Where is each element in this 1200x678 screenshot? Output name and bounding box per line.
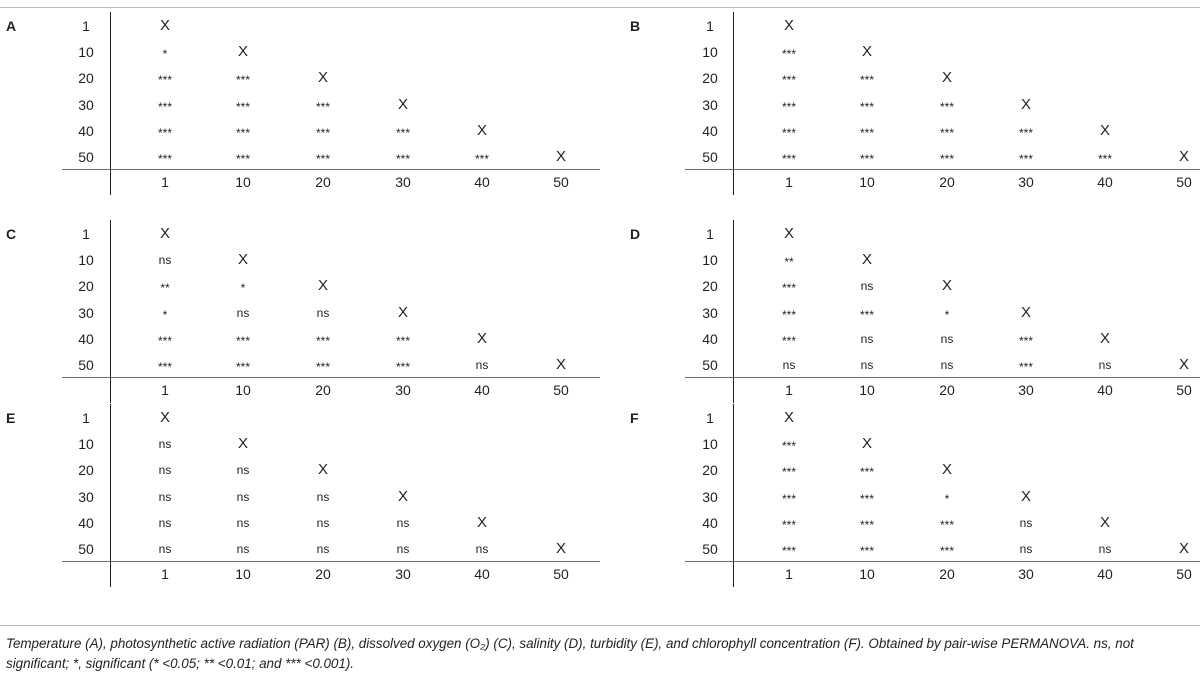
significance-cell: ns xyxy=(940,358,954,372)
significance-cell: *** xyxy=(859,152,875,166)
significance-cell: ns xyxy=(860,358,874,372)
significance-cell: *** xyxy=(157,360,173,374)
panel-letter: A xyxy=(6,18,17,34)
significance-cell: * xyxy=(162,307,168,322)
matrix-horizontal-axis xyxy=(685,377,1200,378)
diagonal-cell: X xyxy=(397,487,409,505)
column-label: 10 xyxy=(859,382,875,398)
column-label: 20 xyxy=(315,382,331,398)
significance-cell: ns xyxy=(860,279,874,294)
row-label: 10 xyxy=(702,252,718,269)
row-label: 30 xyxy=(702,488,718,505)
column-label: 10 xyxy=(235,566,251,582)
significance-cell: *** xyxy=(859,544,875,558)
diagonal-cell: X xyxy=(861,43,873,61)
significance-cell: *** xyxy=(781,281,797,296)
column-label: 50 xyxy=(553,566,569,582)
significance-cell: *** xyxy=(315,99,331,114)
significance-cell: *** xyxy=(939,125,955,140)
column-label: 50 xyxy=(1176,382,1192,398)
matrix-vertical-axis xyxy=(733,12,734,195)
matrix-vertical-axis xyxy=(733,220,734,403)
significance-cell: *** xyxy=(157,73,173,88)
matrix-vertical-axis xyxy=(110,220,111,403)
significance-cell: *** xyxy=(859,465,875,480)
column-label: 50 xyxy=(1176,566,1192,582)
significance-cell: ns xyxy=(158,437,172,452)
row-label: 50 xyxy=(702,149,718,165)
significance-cell: *** xyxy=(315,152,331,166)
matrix-horizontal-axis xyxy=(62,169,600,170)
significance-cell: *** xyxy=(939,544,955,558)
significance-cell: *** xyxy=(395,360,411,374)
significance-cell: *** xyxy=(235,152,251,166)
significance-cell: *** xyxy=(395,125,411,140)
column-label: 40 xyxy=(1097,174,1113,190)
column-label: 40 xyxy=(1097,382,1113,398)
significance-cell: *** xyxy=(474,152,490,166)
diagonal-cell: X xyxy=(1178,148,1190,165)
diagonal-cell: X xyxy=(783,409,795,426)
row-label: 20 xyxy=(702,70,718,87)
row-label: 50 xyxy=(78,357,94,373)
row-label: 20 xyxy=(78,462,94,479)
significance-cell: ns xyxy=(475,358,489,372)
significance-cell: *** xyxy=(939,152,955,166)
significance-cell: *** xyxy=(781,333,797,348)
column-label: 10 xyxy=(859,566,875,582)
significance-cell: *** xyxy=(1018,125,1034,140)
diagonal-cell: X xyxy=(555,356,567,373)
row-label: 1 xyxy=(706,410,714,426)
significance-cell: *** xyxy=(235,360,251,374)
significance-cell: *** xyxy=(157,333,173,348)
row-label: 40 xyxy=(702,514,718,531)
diagonal-cell: X xyxy=(237,251,249,269)
significance-cell: ns xyxy=(236,515,250,530)
row-label: 40 xyxy=(702,122,718,139)
significance-cell: *** xyxy=(315,360,331,374)
diagonal-cell: X xyxy=(555,540,567,557)
significance-cell: ns xyxy=(1019,515,1033,530)
significance-cell: ns xyxy=(158,515,172,530)
significance-cell: *** xyxy=(939,517,955,532)
column-label: 1 xyxy=(161,382,169,398)
column-label: 50 xyxy=(553,174,569,190)
column-label: 1 xyxy=(785,174,793,190)
diagonal-cell: X xyxy=(1178,540,1190,557)
significance-cell: *** xyxy=(395,152,411,166)
diagonal-cell: X xyxy=(1099,121,1111,139)
significance-cell: ns xyxy=(782,358,796,372)
significance-cell: ns xyxy=(940,331,954,346)
row-label: 30 xyxy=(702,96,718,113)
row-label: 20 xyxy=(78,70,94,87)
row-label: 1 xyxy=(706,18,714,34)
diagonal-cell: X xyxy=(476,513,488,531)
significance-cell: ns xyxy=(158,489,172,504)
diagonal-cell: X xyxy=(1099,513,1111,531)
significance-cell: *** xyxy=(235,333,251,348)
panel-letter: F xyxy=(630,410,639,426)
row-label: 1 xyxy=(82,226,90,242)
column-label: 30 xyxy=(1018,566,1034,582)
diagonal-cell: X xyxy=(1020,95,1032,113)
diagonal-cell: X xyxy=(397,303,409,321)
column-label: 40 xyxy=(474,566,490,582)
column-label: 10 xyxy=(235,382,251,398)
row-label: 30 xyxy=(702,304,718,321)
diagonal-cell: X xyxy=(941,277,953,295)
diagonal-cell: X xyxy=(159,225,171,242)
diagonal-cell: X xyxy=(476,121,488,139)
significance-cell: ns xyxy=(236,463,250,478)
row-label: 10 xyxy=(78,44,94,61)
row-label: 10 xyxy=(702,44,718,61)
significance-cell: *** xyxy=(1018,360,1034,374)
diagonal-cell: X xyxy=(1099,329,1111,347)
top-rule xyxy=(0,7,1200,8)
significance-cell: ** xyxy=(160,281,170,296)
diagonal-cell: X xyxy=(861,435,873,453)
significance-cell: *** xyxy=(859,491,875,506)
significance-cell: * xyxy=(944,307,950,322)
significance-cell: *** xyxy=(939,99,955,114)
bottom-rule xyxy=(0,625,1200,626)
column-label: 40 xyxy=(1097,566,1113,582)
significance-cell: *** xyxy=(859,517,875,532)
row-label: 30 xyxy=(78,488,94,505)
panel-letter: D xyxy=(630,226,641,242)
column-label: 1 xyxy=(785,566,793,582)
row-label: 1 xyxy=(706,226,714,242)
matrix-vertical-axis xyxy=(110,12,111,195)
diagonal-cell: X xyxy=(861,251,873,269)
diagonal-cell: X xyxy=(941,461,953,479)
significance-cell: ** xyxy=(784,255,794,270)
significance-cell: * xyxy=(240,281,246,296)
significance-cell: *** xyxy=(315,125,331,140)
significance-cell: ns xyxy=(158,253,172,268)
significance-cell: ns xyxy=(316,515,330,530)
significance-cell: *** xyxy=(235,73,251,88)
diagonal-cell: X xyxy=(237,43,249,61)
row-label: 30 xyxy=(78,304,94,321)
significance-cell: ns xyxy=(860,331,874,346)
significance-cell: ns xyxy=(236,489,250,504)
diagonal-cell: X xyxy=(783,225,795,242)
column-label: 1 xyxy=(785,382,793,398)
significance-cell: ns xyxy=(1019,542,1033,556)
column-label: 50 xyxy=(1176,174,1192,190)
panel-letter: B xyxy=(630,18,641,34)
matrix-vertical-axis xyxy=(110,404,111,587)
significance-cell: *** xyxy=(781,73,797,88)
significance-cell: *** xyxy=(1018,152,1034,166)
row-label: 40 xyxy=(702,330,718,347)
column-label: 50 xyxy=(553,382,569,398)
significance-cell: *** xyxy=(781,125,797,140)
matrix-vertical-axis xyxy=(733,404,734,587)
significance-cell: *** xyxy=(781,307,797,322)
column-label: 1 xyxy=(161,174,169,190)
column-label: 20 xyxy=(315,566,331,582)
matrix-horizontal-axis xyxy=(685,561,1200,562)
significance-cell: *** xyxy=(1097,152,1113,166)
column-label: 10 xyxy=(235,174,251,190)
significance-cell: *** xyxy=(781,152,797,166)
diagonal-cell: X xyxy=(397,95,409,113)
significance-cell: *** xyxy=(235,99,251,114)
column-label: 40 xyxy=(474,174,490,190)
significance-cell: ns xyxy=(396,542,410,556)
row-label: 50 xyxy=(702,357,718,373)
matrix-horizontal-axis xyxy=(685,169,1200,170)
row-label: 50 xyxy=(702,541,718,557)
significance-cell: * xyxy=(944,491,950,506)
significance-cell: *** xyxy=(859,307,875,322)
significance-cell: ns xyxy=(1098,542,1112,556)
row-label: 40 xyxy=(78,514,94,531)
matrix-horizontal-axis xyxy=(62,561,600,562)
column-label: 20 xyxy=(939,174,955,190)
diagonal-cell: X xyxy=(1178,356,1190,373)
column-label: 10 xyxy=(859,174,875,190)
row-label: 10 xyxy=(78,252,94,269)
column-label: 20 xyxy=(939,566,955,582)
significance-cell: *** xyxy=(781,465,797,480)
significance-cell: *** xyxy=(157,152,173,166)
panel-letter: C xyxy=(6,226,17,242)
diagonal-cell: X xyxy=(159,409,171,426)
significance-cell: ns xyxy=(316,542,330,556)
row-label: 20 xyxy=(702,278,718,295)
column-label: 30 xyxy=(395,382,411,398)
diagonal-cell: X xyxy=(476,329,488,347)
significance-cell: *** xyxy=(395,333,411,348)
significance-cell: *** xyxy=(157,125,173,140)
significance-cell: * xyxy=(162,47,168,62)
diagonal-cell: X xyxy=(555,148,567,165)
diagonal-cell: X xyxy=(237,435,249,453)
row-label: 20 xyxy=(702,462,718,479)
significance-cell: *** xyxy=(781,47,797,62)
significance-cell: ns xyxy=(316,305,330,320)
significance-cell: *** xyxy=(859,125,875,140)
row-label: 20 xyxy=(78,278,94,295)
significance-cell: ns xyxy=(236,305,250,320)
column-label: 30 xyxy=(395,566,411,582)
matrix-horizontal-axis xyxy=(62,377,600,378)
significance-cell: ns xyxy=(158,542,172,556)
significance-cell: ns xyxy=(316,489,330,504)
significance-cell: *** xyxy=(157,99,173,114)
row-label: 30 xyxy=(78,96,94,113)
row-label: 50 xyxy=(78,541,94,557)
row-label: 50 xyxy=(78,149,94,165)
significance-cell: ns xyxy=(1098,358,1112,372)
significance-cell: ns xyxy=(396,515,410,530)
significance-cell: *** xyxy=(315,333,331,348)
row-label: 40 xyxy=(78,122,94,139)
column-label: 30 xyxy=(1018,174,1034,190)
significance-cell: *** xyxy=(781,439,797,454)
column-label: 30 xyxy=(1018,382,1034,398)
diagonal-cell: X xyxy=(159,17,171,34)
diagonal-cell: X xyxy=(317,69,329,87)
significance-cell: *** xyxy=(235,125,251,140)
significance-cell: *** xyxy=(859,73,875,88)
diagonal-cell: X xyxy=(783,17,795,34)
significance-cell: *** xyxy=(781,99,797,114)
column-label: 20 xyxy=(939,382,955,398)
diagonal-cell: X xyxy=(317,277,329,295)
diagonal-cell: X xyxy=(317,461,329,479)
significance-cell: ns xyxy=(475,542,489,556)
figure-caption: Temperature (A), photosynthetic active radiation (PAR) (B), dissolved oxygen (O₂) (C), salinity (D), turbidity (E), and chlorophyll concentration (F). Obtained by pair-wise PERMANOVA. ns, not significant; *, significant (* <0.05; ** <0.01; and *** <0.001). xyxy=(6,636,1134,671)
column-label: 20 xyxy=(315,174,331,190)
diagonal-cell: X xyxy=(941,69,953,87)
significance-cell: ns xyxy=(236,542,250,556)
column-label: 40 xyxy=(474,382,490,398)
significance-cell: *** xyxy=(1018,333,1034,348)
significance-cell: ns xyxy=(158,463,172,478)
row-label: 1 xyxy=(82,410,90,426)
diagonal-cell: X xyxy=(1020,303,1032,321)
diagonal-cell: X xyxy=(1020,487,1032,505)
significance-cell: *** xyxy=(781,491,797,506)
significance-cell: *** xyxy=(781,517,797,532)
row-label: 40 xyxy=(78,330,94,347)
panel-letter: E xyxy=(6,410,16,426)
significance-cell: *** xyxy=(781,544,797,558)
row-label: 10 xyxy=(78,436,94,453)
column-label: 30 xyxy=(395,174,411,190)
significance-cell: *** xyxy=(859,99,875,114)
row-label: 10 xyxy=(702,436,718,453)
column-label: 1 xyxy=(161,566,169,582)
row-label: 1 xyxy=(82,18,90,34)
